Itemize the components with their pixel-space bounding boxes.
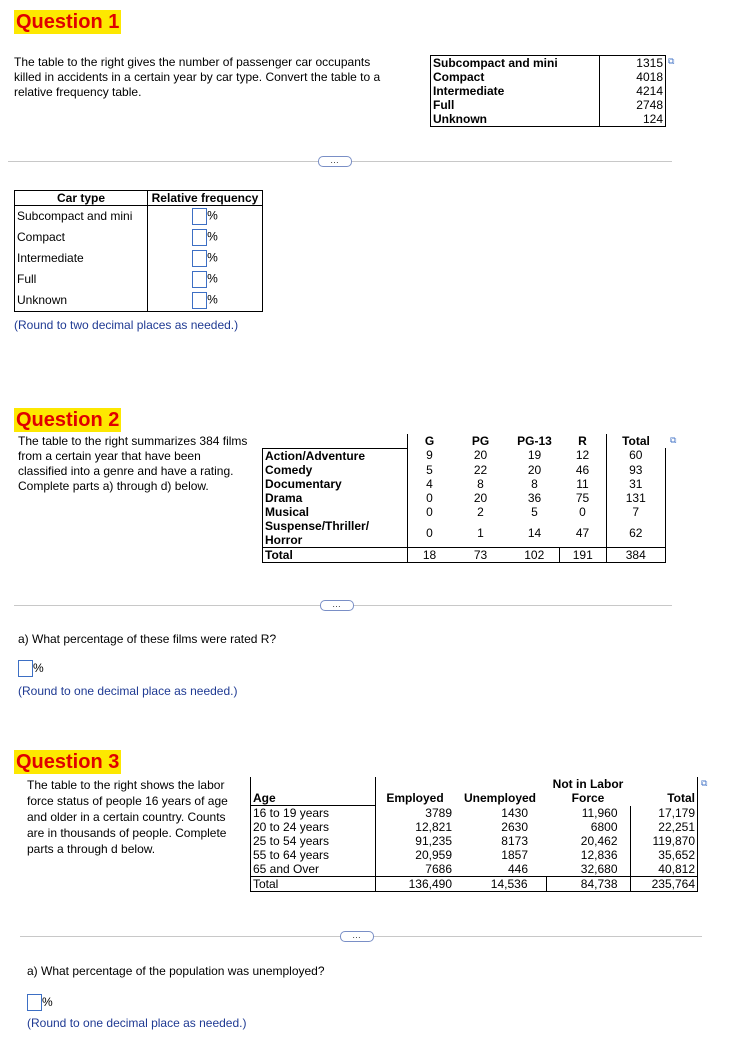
cell: 12,836	[546, 848, 630, 862]
cell: 3789	[425, 805, 452, 820]
q2-description	[18, 434, 247, 494]
percent-unit: %	[207, 292, 218, 307]
percent-unit: %	[207, 250, 218, 265]
q3-desc-line: The table to the right shows the labor	[27, 778, 225, 792]
q1-desc-line: The table to the right gives the number of passenger car occupants	[14, 55, 371, 69]
question-3-title: Question 3	[16, 751, 120, 773]
cell: 446	[507, 862, 528, 876]
cell: 32,680	[546, 862, 630, 877]
cell: 12,821	[415, 820, 452, 834]
q2-answer	[18, 660, 44, 677]
row-label: Intermediate	[15, 248, 148, 269]
cell: 131	[606, 491, 666, 505]
table-row	[263, 477, 666, 491]
q3-data-table	[250, 777, 698, 892]
q1-rounding-hint: (Round to two decimal places as needed.)	[14, 318, 239, 332]
q1-desc-line: killed in accidents in a certain year by car type. Convert the table to a	[14, 70, 381, 84]
header-unemployed: Unemployed	[463, 791, 536, 806]
cell: 12	[560, 448, 607, 463]
row-label: Documentary	[263, 477, 408, 491]
header-car-type: Car type	[15, 191, 148, 206]
row-label: Drama	[263, 491, 408, 505]
table-row	[15, 290, 263, 312]
table-row	[251, 806, 698, 821]
cell: 14	[527, 525, 542, 540]
answer-input[interactable]	[18, 660, 33, 677]
row-label: Comedy	[263, 463, 408, 477]
row-label: Intermediate	[431, 84, 600, 98]
q3-desc-line: are in thousands of people. Complete	[27, 826, 227, 840]
cell: 5	[531, 504, 538, 519]
cell: 19	[527, 448, 542, 463]
q1-data-table	[430, 55, 666, 127]
cell: 84,738	[546, 877, 630, 892]
more-icon[interactable]: …	[320, 600, 354, 611]
percent-unit: %	[207, 271, 218, 286]
cell: 0	[407, 519, 452, 548]
header-not-in-labor-2: Force	[571, 791, 605, 806]
table-header-row	[251, 777, 698, 791]
table-row	[251, 862, 698, 877]
q3-desc-line: parts a through d below.	[27, 842, 156, 856]
table-header-row	[263, 434, 666, 448]
row-label-line: Horror	[265, 532, 303, 547]
more-icon[interactable]: …	[318, 156, 352, 167]
row-label: Unknown	[15, 290, 148, 312]
cell: 36	[527, 490, 542, 505]
table-row	[263, 519, 666, 548]
table-row	[15, 248, 263, 269]
row-label: Action/Adventure	[263, 448, 408, 463]
row-label: Musical	[263, 505, 408, 519]
header-total: Total	[630, 791, 698, 806]
table-row	[431, 112, 666, 127]
table-row	[431, 56, 666, 71]
cell: 22	[473, 462, 488, 477]
row-label: 25 to 54 years	[251, 834, 376, 848]
more-icon[interactable]: …	[340, 931, 374, 942]
q2-desc-line: from a certain year that have been	[18, 449, 201, 463]
cell: 136,490	[376, 877, 455, 892]
answer-input[interactable]	[27, 994, 42, 1011]
cell: 1430	[501, 805, 528, 820]
percent-unit: %	[42, 995, 53, 1009]
cell: 0	[407, 491, 452, 505]
cell: 31	[606, 477, 666, 491]
row-value: 4214	[636, 84, 663, 98]
cell: 4	[407, 477, 452, 491]
row-label: Total	[263, 547, 408, 562]
cell: 102	[510, 547, 560, 562]
cell: 1857	[501, 848, 528, 862]
cell: 20	[473, 448, 488, 463]
table-header-row	[15, 191, 263, 206]
table-row	[431, 84, 666, 98]
cell: 191	[560, 547, 607, 562]
header-not-in-labor-1: Not in Labor	[552, 777, 624, 791]
cell: 119,870	[630, 834, 698, 848]
cell: 46	[560, 463, 607, 477]
header-employed: Employed	[386, 791, 444, 806]
q2-part-a-question: a) What percentage of these films were rated R?	[18, 632, 277, 646]
row-label: 20 to 24 years	[251, 820, 376, 834]
table-row	[251, 834, 698, 848]
row-label: Subcompact and mini	[431, 56, 600, 71]
cell: 91,235	[415, 834, 452, 848]
row-label: Subcompact and mini	[15, 206, 148, 228]
q3-part-a-question: a) What percentage of the population was unemployed?	[27, 964, 325, 978]
cell: 40,812	[630, 862, 698, 877]
question-2-title: Question 2	[16, 409, 120, 431]
header-pg: PG	[471, 434, 490, 448]
row-value: 1315	[636, 56, 663, 70]
row-label	[263, 519, 408, 548]
cell: 6800	[546, 820, 630, 834]
cell: 73	[452, 547, 510, 562]
q1-desc-line: relative frequency table.	[14, 85, 142, 99]
row-label: Full	[15, 269, 148, 290]
row-label: 16 to 19 years	[251, 806, 376, 821]
answer-input[interactable]	[192, 250, 207, 267]
table-row	[15, 206, 263, 228]
q3-rounding-hint: (Round to one decimal place as needed.)	[27, 1016, 247, 1030]
answer-input[interactable]	[192, 229, 207, 246]
cell: 0	[560, 505, 607, 519]
cell: 384	[606, 547, 666, 562]
cell: 11	[560, 477, 607, 491]
header-age: Age	[251, 791, 376, 806]
copy-table-icon[interactable]: ⧉	[668, 56, 675, 66]
cell: 62	[606, 519, 666, 548]
row-value: 2748	[636, 98, 663, 112]
table-row	[263, 491, 666, 505]
table-total-row	[263, 547, 666, 562]
table-row	[15, 269, 263, 290]
percent-unit: %	[207, 229, 218, 244]
cell: 20	[473, 490, 488, 505]
cell: 11,960	[546, 806, 630, 821]
cell: 47	[560, 519, 607, 548]
q2-desc-line: classified into a genre and have a rating.	[18, 464, 234, 478]
q2-rounding-hint: (Round to one decimal place as needed.)	[18, 684, 238, 698]
header-relative-frequency: Relative frequency	[151, 191, 259, 205]
q3-description	[27, 777, 228, 857]
cell: 0	[407, 505, 452, 519]
q2-desc-line: The table to the right summarizes 384 films	[18, 434, 248, 448]
row-label: Full	[431, 98, 600, 112]
percent-unit: %	[33, 661, 44, 675]
q1-answer-table	[14, 190, 263, 312]
answer-input[interactable]	[192, 292, 207, 309]
cell: 14,536	[454, 877, 546, 892]
row-label-line: Suspense/Thriller/	[265, 518, 370, 533]
header-r: R	[560, 434, 607, 448]
cell: 9	[407, 448, 452, 463]
cell: 1	[477, 525, 484, 540]
table-row	[251, 848, 698, 862]
answer-input[interactable]	[192, 271, 207, 288]
cell: 8	[531, 476, 538, 491]
row-label: Compact	[15, 227, 148, 248]
row-value: 124	[642, 112, 663, 126]
cell: 7686	[425, 862, 452, 876]
header-pg13: PG-13	[517, 434, 552, 448]
question-1-title: Question 1	[16, 11, 120, 33]
cell: 8173	[501, 834, 528, 848]
q3-desc-line: force status of people 16 years of age	[27, 794, 228, 808]
header-total: Total	[622, 434, 650, 448]
cell: 17,179	[630, 806, 698, 821]
cell: 5	[407, 463, 452, 477]
q1-description	[14, 55, 380, 100]
table-row	[431, 98, 666, 112]
table-row	[263, 448, 666, 463]
cell: 20,959	[415, 848, 452, 862]
q2-data-table	[262, 434, 666, 563]
cell: 35,652	[630, 848, 698, 862]
table-header-row	[251, 791, 698, 806]
cell: 75	[560, 491, 607, 505]
row-label: Total	[251, 877, 376, 892]
cell: 235,764	[630, 877, 698, 892]
row-label: Unknown	[431, 112, 600, 127]
table-row	[251, 820, 698, 834]
table-row	[263, 463, 666, 477]
row-label: 55 to 64 years	[251, 848, 376, 862]
answer-input[interactable]	[192, 208, 207, 225]
row-value: 4018	[636, 70, 663, 84]
cell: 22,251	[630, 820, 698, 834]
cell: 20,462	[546, 834, 630, 848]
cell: 7	[606, 505, 666, 519]
copy-table-icon[interactable]: ⧉	[670, 435, 677, 445]
cell: 93	[606, 463, 666, 477]
percent-unit: %	[207, 208, 218, 223]
cell: 8	[477, 476, 484, 491]
copy-table-icon[interactable]: ⧉	[701, 778, 708, 788]
table-row	[15, 227, 263, 248]
cell: 2630	[501, 820, 528, 834]
table-row	[431, 70, 666, 84]
cell: 60	[606, 448, 666, 463]
table-total-row	[251, 877, 698, 892]
q3-answer	[27, 994, 53, 1011]
table-row	[263, 505, 666, 519]
cell: 20	[527, 462, 542, 477]
cell: 2	[477, 504, 484, 519]
row-label: Compact	[431, 70, 600, 84]
row-label: 65 and Over	[251, 862, 376, 877]
q2-desc-line: Complete parts a) through d) below.	[18, 479, 209, 493]
q3-desc-line: and older in a certain country. Counts	[27, 810, 226, 824]
cell: 18	[407, 547, 452, 562]
header-g: G	[424, 434, 435, 448]
